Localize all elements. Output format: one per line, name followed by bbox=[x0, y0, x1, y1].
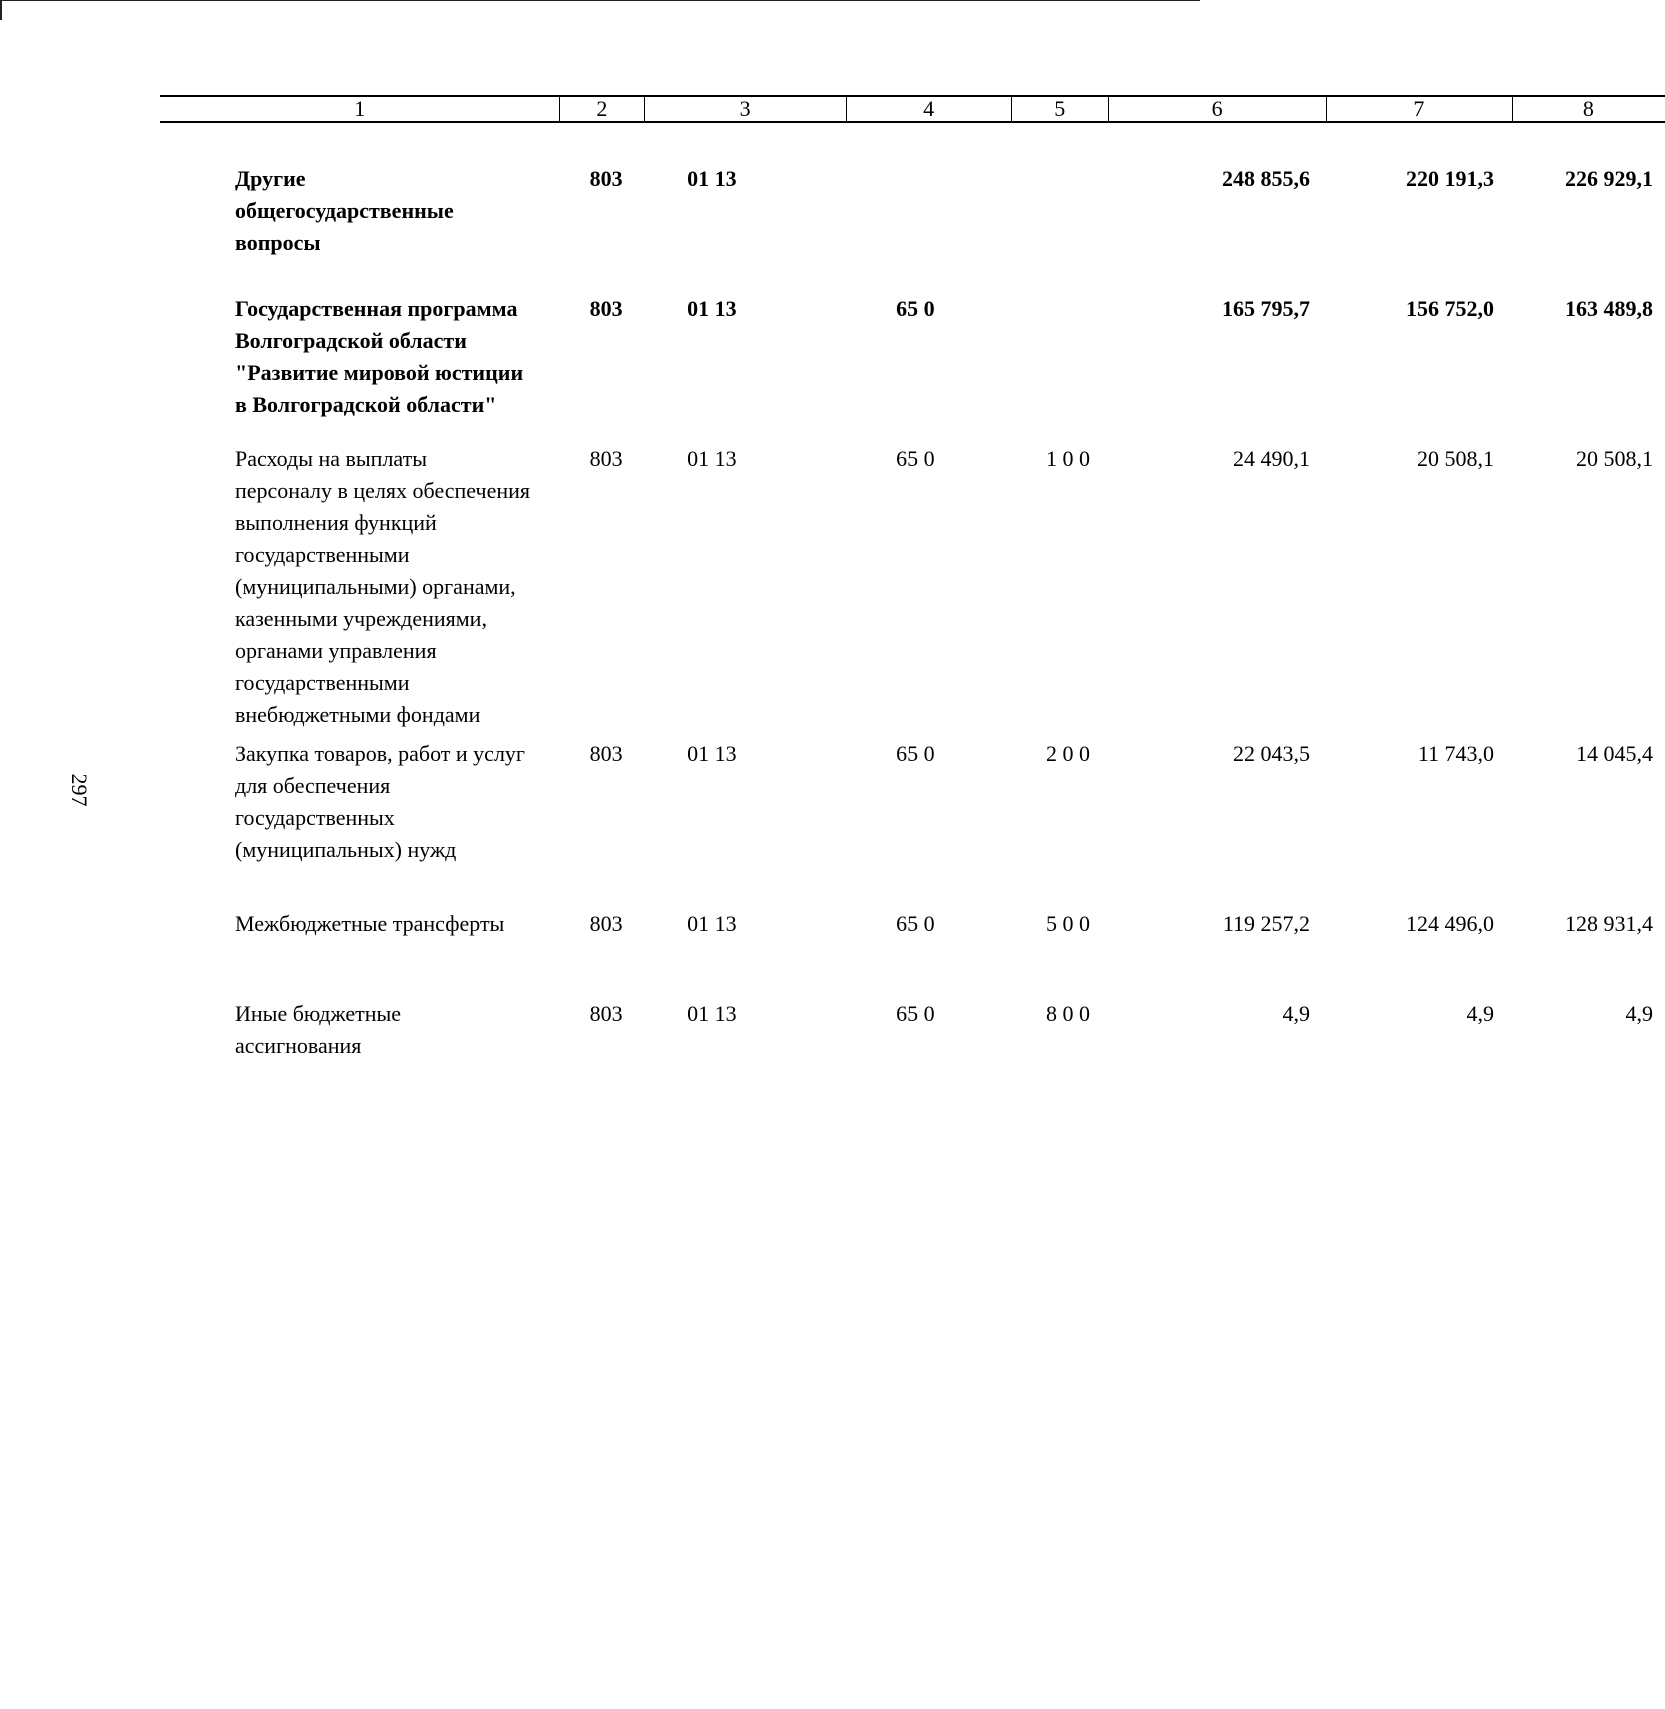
table-row bbox=[160, 163, 1665, 259]
cell-col-4: 65 0 bbox=[896, 741, 935, 766]
cell-col-2: 803 bbox=[589, 741, 623, 766]
cell-col-3: 01 13 bbox=[687, 741, 737, 766]
cell-col-3: 01 13 bbox=[687, 1001, 737, 1026]
cell-col-2: 803 bbox=[589, 166, 623, 191]
cell-col-2: 803 bbox=[589, 446, 623, 471]
cell-col-4: 65 0 bbox=[896, 911, 935, 936]
row-label: Расходы на выплаты персоналу в целях обеспечения выполнения функций государственными (муниципальными) органами, казенными учреждениями, органами управления государственными внебюджетными фондами bbox=[235, 446, 531, 727]
cell-col-8: 4,9 bbox=[1625, 1001, 1653, 1026]
cell-col-3: 01 13 bbox=[687, 911, 737, 936]
row-label: Другие общегосударственные вопросы bbox=[235, 166, 454, 255]
cell-col-3: 01 13 bbox=[687, 446, 737, 471]
row-label: Закупка товаров, работ и услуг для обеспечения государственных (муниципальных) нужд bbox=[235, 741, 525, 862]
cell-col-6: 165 795,7 bbox=[1222, 296, 1311, 321]
table-header-cell: 5 bbox=[1011, 97, 1108, 121]
cell-col-7: 156 752,0 bbox=[1406, 296, 1494, 321]
cell-col-8: 128 931,4 bbox=[1565, 911, 1653, 936]
cell-col-2: 803 bbox=[589, 1001, 623, 1026]
cell-col-6: 4,9 bbox=[1282, 1001, 1311, 1026]
table-row bbox=[160, 293, 1665, 421]
cell-col-2: 803 bbox=[589, 296, 623, 321]
row-label: Межбюджетные трансферты bbox=[235, 911, 505, 936]
cell-col-5: 1 0 0 bbox=[1045, 446, 1090, 471]
cell-col-4: 65 0 bbox=[896, 1001, 935, 1026]
row-label: Государственная программа Волгоградской области "Развитие мировой юстиции в Волгоградской области" bbox=[235, 296, 524, 417]
table-row bbox=[160, 443, 1665, 731]
cell-col-3: 01 13 bbox=[687, 296, 737, 321]
cell-col-7: 220 191,3 bbox=[1406, 166, 1494, 191]
cell-col-7: 4,9 bbox=[1466, 1001, 1494, 1026]
cell-col-5: 5 0 0 bbox=[1045, 911, 1090, 936]
cell-col-6: 22 043,5 bbox=[1233, 741, 1311, 766]
cell-col-8: 226 929,1 bbox=[1565, 166, 1653, 191]
cell-col-3: 01 13 bbox=[687, 166, 737, 191]
row-label: Иные бюджетные ассигнования bbox=[235, 1001, 402, 1058]
table-header-cell: 4 bbox=[846, 97, 1011, 121]
cell-col-7: 124 496,0 bbox=[1406, 911, 1494, 936]
cell-col-4: 65 0 bbox=[896, 446, 935, 471]
table-row bbox=[160, 738, 1665, 866]
cell-col-7: 20 508,1 bbox=[1417, 446, 1494, 471]
cell-col-6: 24 490,1 bbox=[1233, 446, 1311, 471]
cell-col-8: 163 489,8 bbox=[1565, 296, 1653, 321]
cell-col-6: 119 257,2 bbox=[1222, 911, 1311, 936]
cell-col-8: 20 508,1 bbox=[1576, 446, 1653, 471]
table-body bbox=[160, 163, 1665, 1062]
table-header-cell: 2 bbox=[559, 97, 644, 121]
cell-col-5: 2 0 0 bbox=[1045, 741, 1090, 766]
page-number: 297 bbox=[67, 773, 92, 807]
cell-col-5: 8 0 0 bbox=[1045, 1001, 1090, 1026]
cell-col-2: 803 bbox=[589, 911, 623, 936]
cell-col-6: 248 855,6 bbox=[1222, 166, 1311, 191]
table-header-cell: 7 bbox=[1326, 97, 1512, 121]
budget-table bbox=[160, 95, 1665, 1062]
table-header-cell: 8 bbox=[1512, 97, 1665, 121]
table-header-cell: 1 bbox=[354, 96, 366, 121]
table-header-cell: 6 bbox=[1108, 97, 1326, 121]
table-row bbox=[160, 908, 1665, 940]
table-header-cell: 3 bbox=[644, 97, 846, 121]
table-row bbox=[160, 998, 1665, 1062]
cell-col-8: 14 045,4 bbox=[1576, 741, 1653, 766]
cell-col-7: 11 743,0 bbox=[1417, 741, 1494, 766]
table-header-row bbox=[160, 95, 1665, 123]
cell-col-4: 65 0 bbox=[896, 296, 935, 321]
